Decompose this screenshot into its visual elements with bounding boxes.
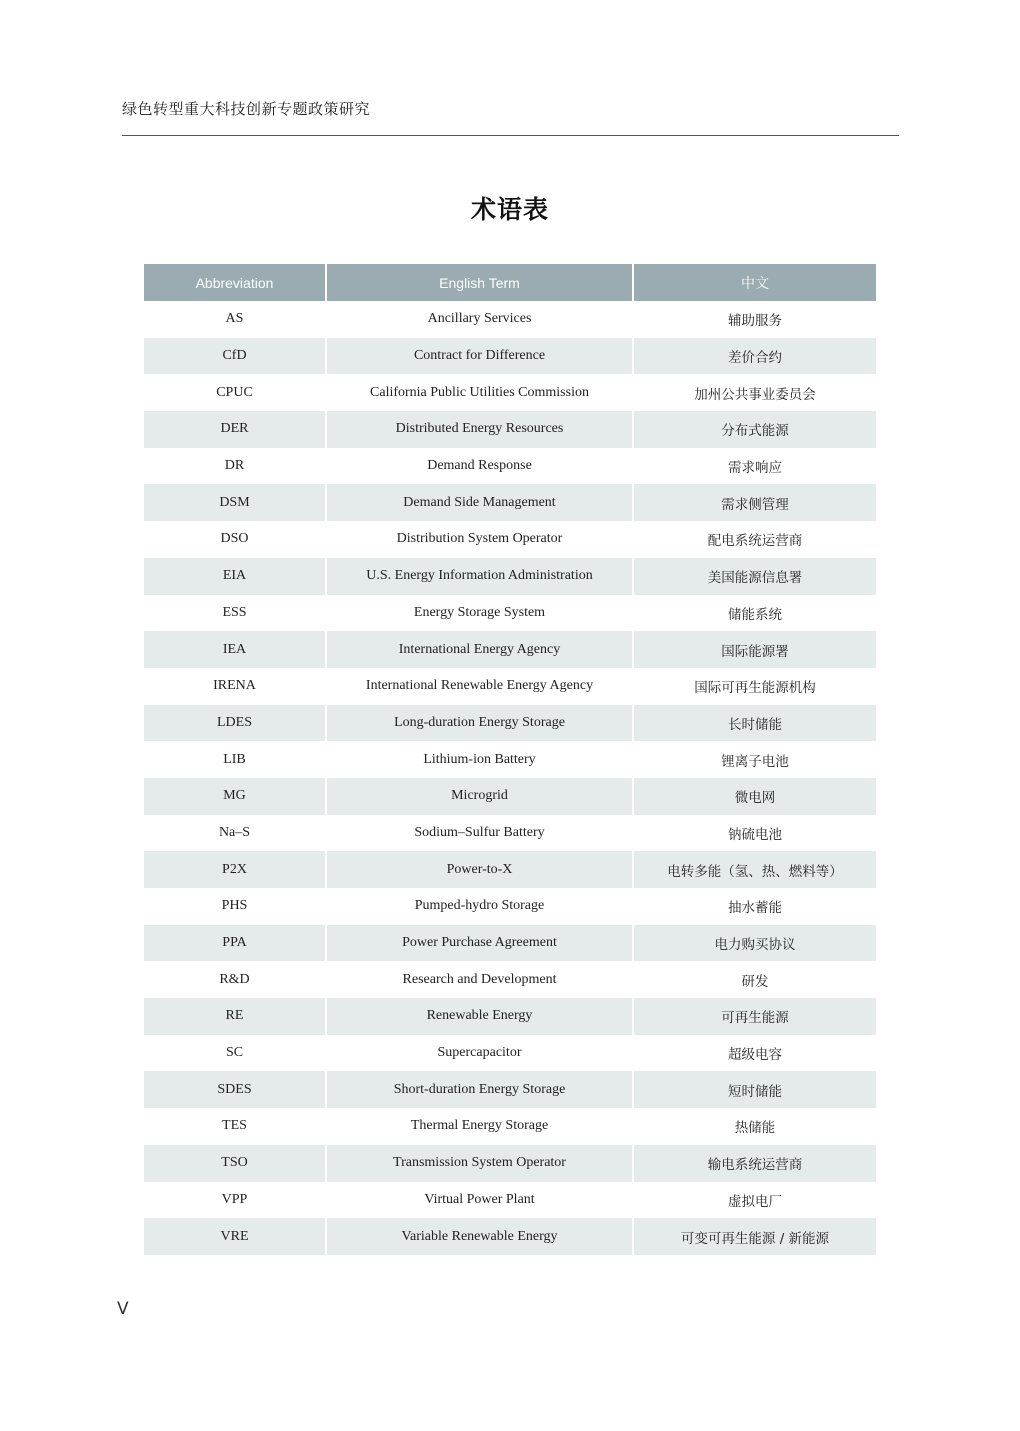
english-term-cell: Power Purchase Agreement — [326, 925, 633, 962]
english-term-cell: Energy Storage System — [326, 595, 633, 632]
table-header-row — [144, 264, 876, 301]
table-row — [144, 1071, 876, 1108]
abbreviation-cell: ESS — [144, 595, 326, 632]
table-row — [144, 374, 876, 411]
chinese-term-cell: 短时储能 — [633, 1071, 876, 1108]
abbreviation-cell: VPP — [144, 1182, 326, 1219]
chinese-term-cell: 可变可再生能源 / 新能源 — [633, 1218, 876, 1255]
abbreviation-cell: LIB — [144, 741, 326, 778]
abbreviation-cell: IEA — [144, 631, 326, 668]
table-row — [144, 1182, 876, 1219]
chinese-term-cell: 差价合约 — [633, 338, 876, 375]
table-row — [144, 1145, 876, 1182]
table-row — [144, 1218, 876, 1255]
abbreviation-cell: Na–S — [144, 815, 326, 852]
chinese-term-cell: 钠硫电池 — [728, 826, 782, 843]
english-term-cell: Contract for Difference — [326, 338, 633, 375]
chinese-term-cell: 储能系统 — [728, 606, 782, 623]
english-term-cell: Supercapacitor — [326, 1035, 633, 1072]
english-term-cell: Lithium-ion Battery — [326, 741, 633, 778]
abbreviation-cell: CPUC — [144, 374, 326, 411]
english-term-cell: California Public Utilities Commission — [326, 374, 633, 411]
english-term-cell: Microgrid — [326, 778, 633, 815]
abbreviation-cell: TSO — [144, 1145, 326, 1182]
running-header-title: 绿色转型重大科技创新专题政策研究 — [122, 100, 371, 118]
english-term-cell: International Energy Agency — [326, 631, 633, 668]
chinese-term-cell: 国际可再生能源机构 — [694, 680, 816, 697]
chinese-term-cell: 分布式能源 — [633, 411, 876, 448]
page-title: 术语表 — [470, 195, 549, 224]
chinese-term-cell: 电转多能（氢、热、燃料等） — [633, 851, 876, 888]
glossary-table — [144, 264, 876, 1255]
english-term-cell: Transmission System Operator — [326, 1145, 633, 1182]
table-row — [144, 961, 876, 998]
abbreviation-cell: DR — [144, 448, 326, 485]
abbreviation-cell: SDES — [144, 1071, 326, 1108]
chinese-term-cell: 需求响应 — [728, 460, 782, 477]
table-row — [144, 1108, 876, 1145]
abbreviation-cell: DSM — [144, 484, 326, 521]
chinese-term-cell: 美国能源信息署 — [633, 558, 876, 595]
english-term-cell: Demand Response — [326, 448, 633, 485]
chinese-term-cell: 加州公共事业委员会 — [694, 386, 816, 403]
english-term-cell: Sodium–Sulfur Battery — [326, 815, 633, 852]
table-row — [144, 448, 876, 485]
glossary-table-body — [144, 301, 876, 1255]
abbreviation-cell: EIA — [144, 558, 326, 595]
english-term-cell: Power-to-X — [326, 851, 633, 888]
chinese-term-cell: 长时储能 — [633, 705, 876, 742]
english-term-cell: Distribution System Operator — [326, 521, 633, 558]
abbreviation-cell: SC — [144, 1035, 326, 1072]
abbreviation-cell: VRE — [144, 1218, 326, 1255]
table-row — [144, 338, 876, 375]
english-term-cell: Research and Development — [326, 961, 633, 998]
page-number: V — [117, 1299, 129, 1319]
abbreviation-cell: DSO — [144, 521, 326, 558]
chinese-term-cell: 虚拟电厂 — [728, 1193, 782, 1210]
english-term-cell: Ancillary Services — [326, 301, 633, 338]
abbreviation-cell: PHS — [144, 888, 326, 925]
table-row — [144, 595, 876, 632]
chinese-term-cell: 超级电容 — [728, 1047, 782, 1064]
chinese-term-cell: 热储能 — [734, 1120, 776, 1137]
table-row — [144, 301, 876, 338]
header-divider — [122, 135, 899, 136]
chinese-term-cell: 电力购买协议 — [633, 925, 876, 962]
english-term-cell: Thermal Energy Storage — [326, 1108, 633, 1145]
chinese-term-cell: 可再生能源 — [633, 998, 876, 1035]
table-row — [144, 521, 876, 558]
english-term-cell: International Renewable Energy Agency — [326, 668, 633, 705]
english-term-cell: Long-duration Energy Storage — [326, 705, 633, 742]
table-row — [144, 484, 876, 521]
abbreviation-cell: CfD — [144, 338, 326, 375]
table-row — [144, 411, 876, 448]
abbreviation-cell: MG — [144, 778, 326, 815]
table-row — [144, 558, 876, 595]
table-row — [144, 631, 876, 668]
table-row — [144, 741, 876, 778]
english-term-cell: Short-duration Energy Storage — [326, 1071, 633, 1108]
abbreviation-cell: DER — [144, 411, 326, 448]
abbreviation-cell: R&D — [144, 961, 326, 998]
chinese-term-cell: 需求侧管理 — [633, 484, 876, 521]
english-term-cell: Renewable Energy — [326, 998, 633, 1035]
chinese-term-cell: 抽水蓄能 — [728, 900, 782, 917]
abbreviation-cell: LDES — [144, 705, 326, 742]
chinese-term-cell: 微电网 — [633, 778, 876, 815]
column-header-abbreviation: Abbreviation — [144, 264, 326, 301]
table-row — [144, 925, 876, 962]
table-row — [144, 998, 876, 1035]
english-term-cell: U.S. Energy Information Administration — [326, 558, 633, 595]
table-row — [144, 888, 876, 925]
table-row — [144, 668, 876, 705]
table-row — [144, 815, 876, 852]
chinese-term-cell: 国际能源署 — [633, 631, 876, 668]
english-term-cell: Distributed Energy Resources — [326, 411, 633, 448]
english-term-cell: Variable Renewable Energy — [326, 1218, 633, 1255]
english-term-cell: Demand Side Management — [326, 484, 633, 521]
chinese-term-cell: 锂离子电池 — [721, 753, 789, 770]
abbreviation-cell: RE — [144, 998, 326, 1035]
chinese-term-cell: 输电系统运营商 — [633, 1145, 876, 1182]
table-row — [144, 851, 876, 888]
abbreviation-cell: IRENA — [144, 668, 326, 705]
abbreviation-cell: AS — [144, 301, 326, 338]
english-term-cell: Virtual Power Plant — [326, 1182, 633, 1219]
abbreviation-cell: TES — [144, 1108, 326, 1145]
chinese-term-cell: 辅助服务 — [728, 313, 782, 330]
chinese-term-cell: 配电系统运营商 — [707, 533, 803, 550]
abbreviation-cell: PPA — [144, 925, 326, 962]
table-row — [144, 1035, 876, 1072]
chinese-term-cell: 研发 — [741, 973, 769, 990]
table-row — [144, 778, 876, 815]
column-header-english-term: English Term — [326, 264, 633, 301]
column-header-chinese: 中文 — [633, 264, 876, 301]
table-row — [144, 705, 876, 742]
english-term-cell: Pumped-hydro Storage — [326, 888, 633, 925]
abbreviation-cell: P2X — [144, 851, 326, 888]
